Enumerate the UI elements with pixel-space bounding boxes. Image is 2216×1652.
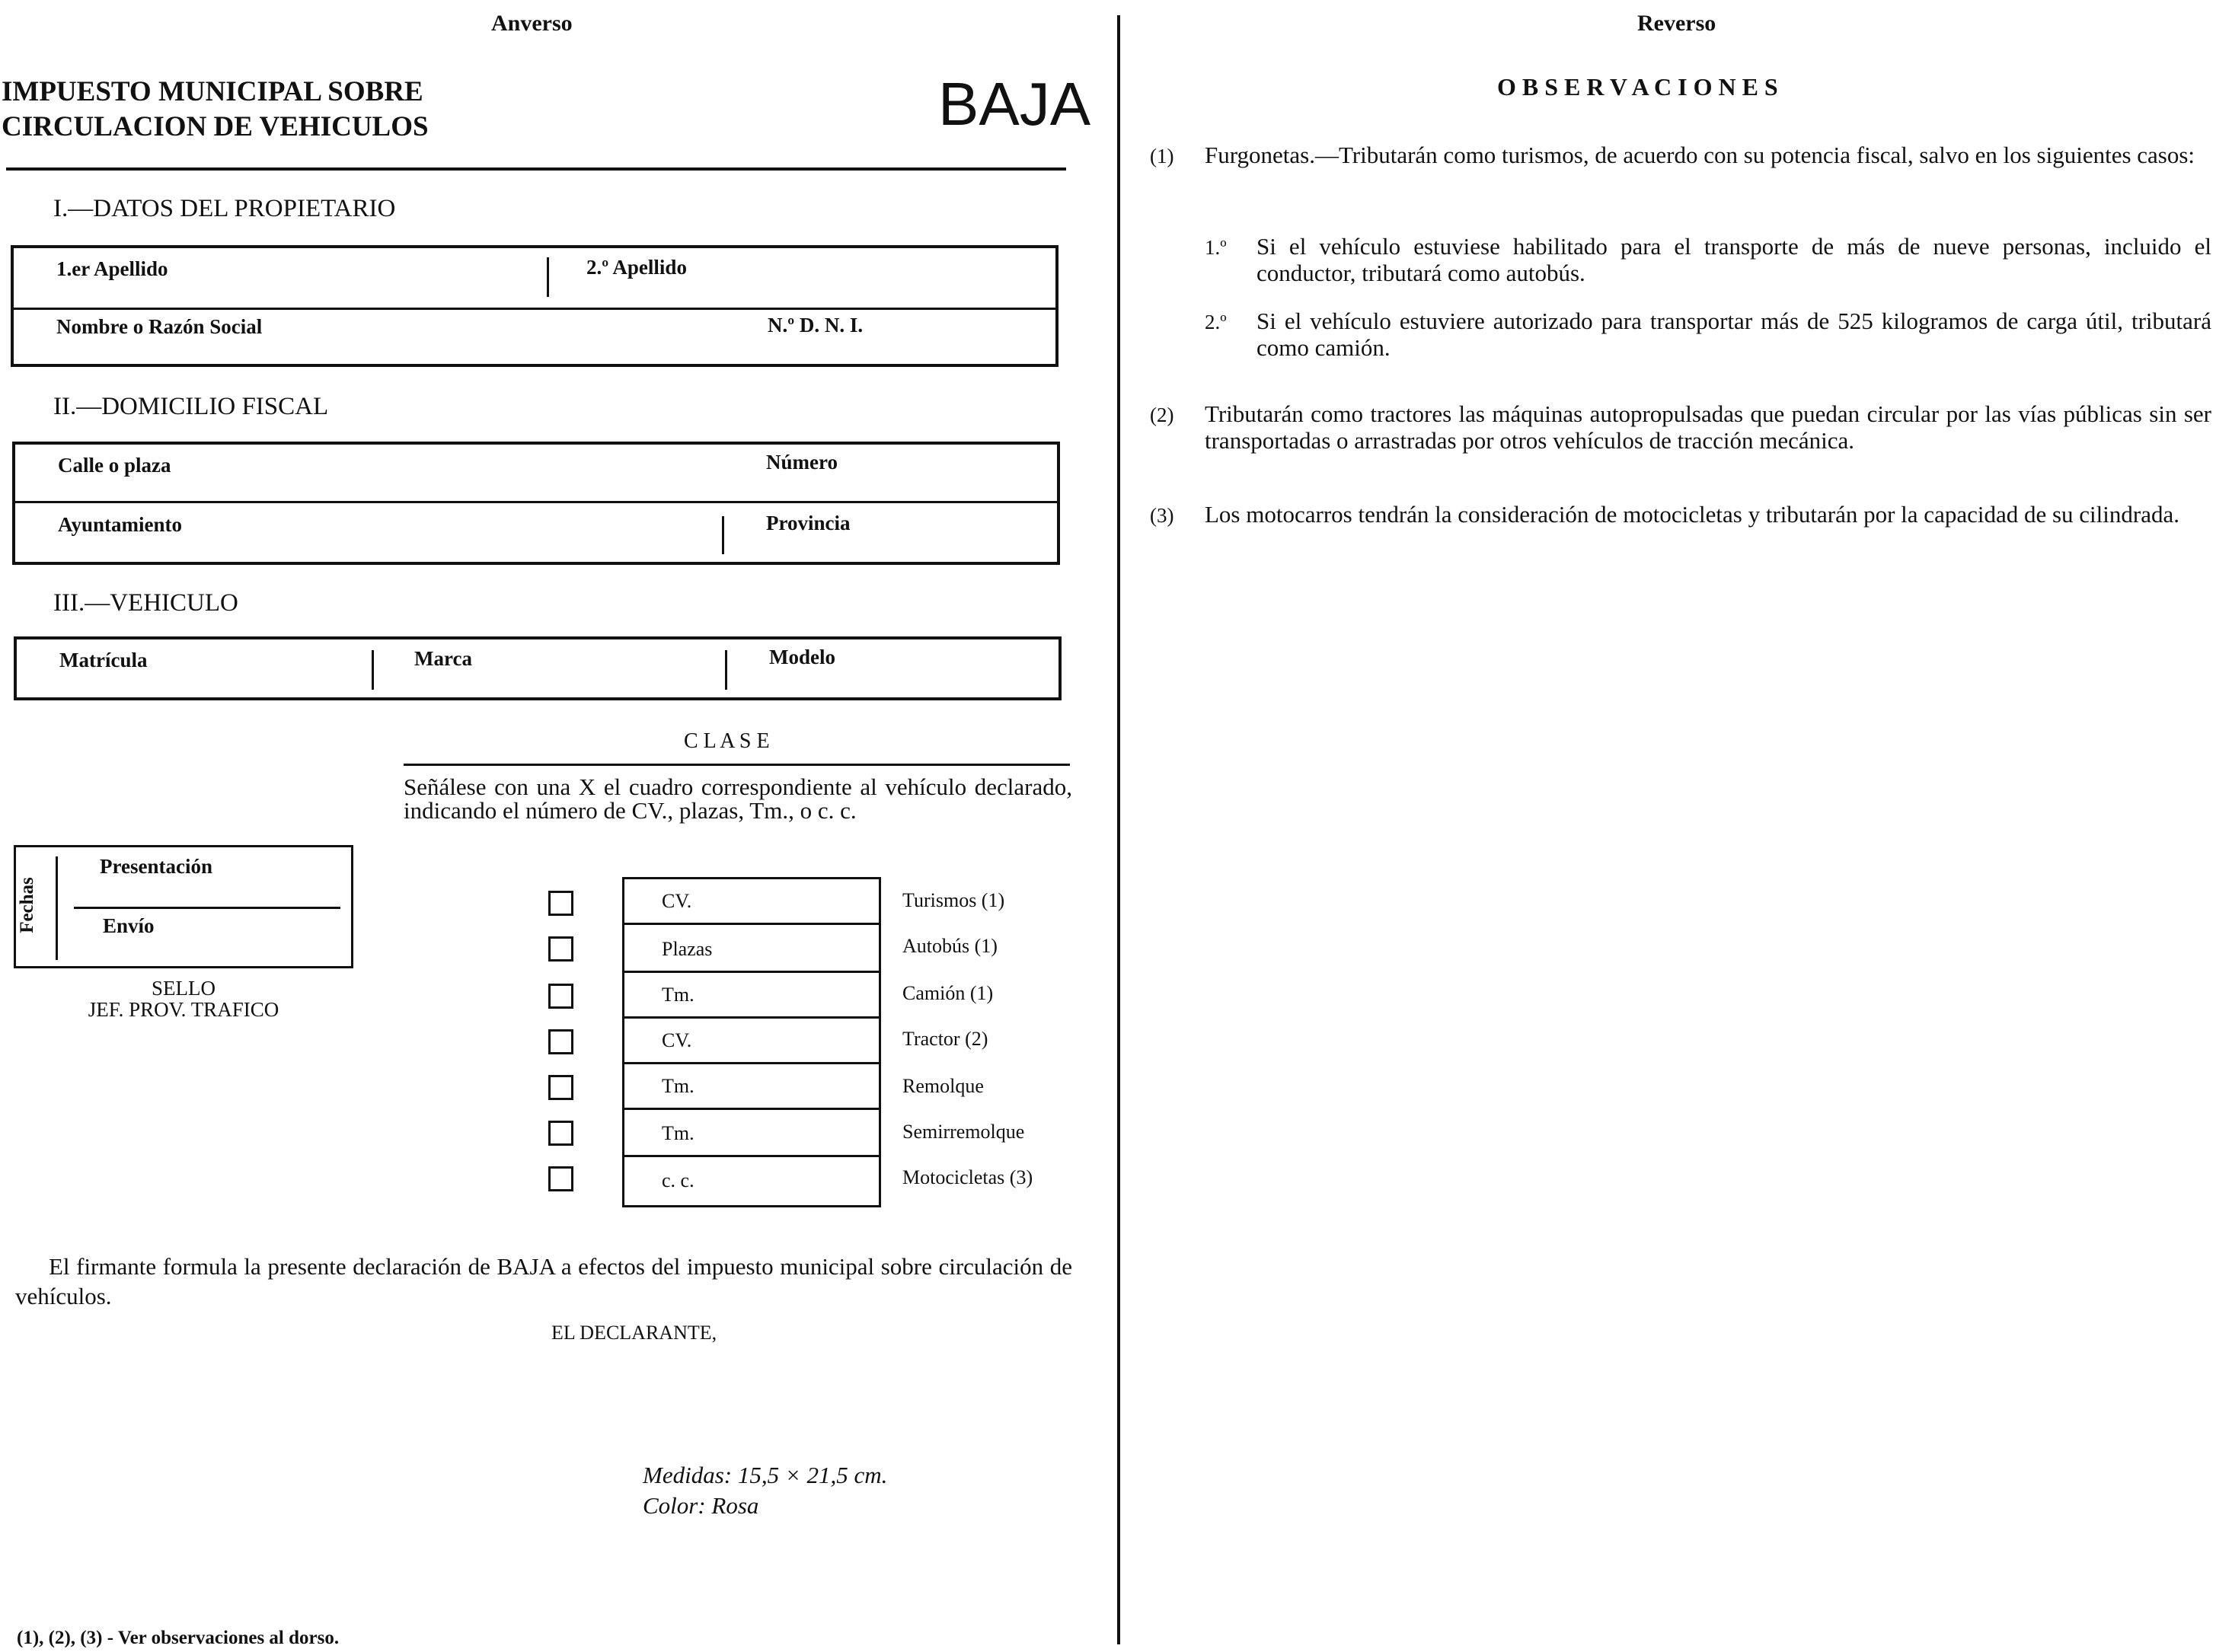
stamp-label xyxy=(14,977,353,1020)
owner-divider-h xyxy=(14,308,1055,310)
address-divider-h xyxy=(15,501,1057,503)
header-divider xyxy=(6,167,1066,171)
checkbox-semirremolque[interactable] xyxy=(548,1121,573,1146)
dni-field[interactable]: N.º D. N. I. xyxy=(768,314,864,336)
unit-row-1 xyxy=(622,879,881,925)
clase-title: C L A S E xyxy=(684,729,770,753)
tax-title-line1: IMPUESTO MUNICIPAL SOBRE xyxy=(2,76,423,107)
class-label-remolque: Remolque xyxy=(902,1075,984,1097)
unit-row-3 xyxy=(622,973,881,1019)
section-vehicle-title: III.—VEHICULO xyxy=(53,589,238,617)
unit-row-4 xyxy=(622,1019,881,1064)
stamp-line1: SELLO xyxy=(152,977,216,1000)
first-surname-field[interactable]: 1.er Apellido xyxy=(56,257,168,280)
class-label-camion: Camión (1) xyxy=(902,982,994,1004)
note-motocarros: Los motocarros tendrán la consideración de motocicletas y tributarán por la capacidad de su cilindrada. xyxy=(1205,501,2179,528)
note-number: (3) xyxy=(1150,504,1174,527)
unit-label: CV. xyxy=(662,890,692,912)
unit-label: Tm. xyxy=(662,1075,694,1097)
observations-title: O B S E R V A C I O N E S xyxy=(1497,73,1778,100)
page-center-divider xyxy=(1117,15,1120,1644)
checkbox-motocicletas[interactable] xyxy=(548,1166,573,1191)
address-box xyxy=(12,442,1060,565)
street-number-field[interactable]: Número xyxy=(766,451,838,474)
note-number: 1.º xyxy=(1205,236,1227,259)
dates-vertical-label: Fechas xyxy=(16,877,37,933)
checkbox-camion[interactable] xyxy=(548,984,573,1009)
unit-row-2 xyxy=(622,927,881,973)
note-furgonetas-case-2: Si el vehículo estuviere autorizado para transportar más de 525 kilogramos de carga útil, tributará como camión. xyxy=(1256,308,2211,361)
checkbox-remolque[interactable] xyxy=(548,1075,573,1100)
second-surname-field[interactable]: 2.º Apellido xyxy=(586,256,687,279)
color-text: Color: Rosa xyxy=(643,1492,759,1519)
make-field[interactable]: Marca xyxy=(414,647,472,670)
unit-label: Tm. xyxy=(662,984,694,1006)
stamp-line2: JEF. PROV. TRAFICO xyxy=(88,998,279,1021)
checkbox-tractor[interactable] xyxy=(548,1029,573,1054)
tax-title-line2: CIRCULACION DE VEHICULOS xyxy=(2,111,429,142)
street-field[interactable]: Calle o plaza xyxy=(58,454,171,477)
tax-title xyxy=(2,75,429,145)
checkbox-turismos[interactable] xyxy=(548,891,573,916)
sent-date-field[interactable]: Envío xyxy=(103,914,155,937)
note-number: 2.º xyxy=(1205,311,1227,333)
note-furgonetas: Furgonetas.—Tributarán como turismos, de acuerdo con su potencia fiscal, salvo en los siguientes casos: xyxy=(1205,142,2195,168)
back-side-title: Reverso xyxy=(1637,11,1716,36)
dates-box xyxy=(14,845,353,968)
note-number: (1) xyxy=(1150,145,1174,167)
vehicle-box xyxy=(14,636,1062,700)
dates-divider-v xyxy=(56,856,58,960)
name-field[interactable]: Nombre o Razón Social xyxy=(56,315,263,338)
class-label-motocicletas: Motocicletas (3) xyxy=(902,1166,1033,1188)
form-type-baja: BAJA xyxy=(938,70,1091,138)
unit-label: c. c. xyxy=(662,1169,694,1191)
vehicle-divider-1 xyxy=(372,650,374,690)
declaration-text: El firmante formula la presente declaración de BAJA a efectos del impuesto municipal sobre circulación de vehículos. xyxy=(15,1253,1072,1309)
class-label-turismos: Turismos (1) xyxy=(902,889,1005,911)
unit-label: Tm. xyxy=(662,1122,694,1144)
checkbox-autobus[interactable] xyxy=(548,936,573,962)
note-number: (2) xyxy=(1150,403,1174,426)
presentation-date-field[interactable]: Presentación xyxy=(100,855,212,878)
front-side-title: Anverso xyxy=(491,11,573,36)
clase-instruction: Señálese con una X el cuadro correspondiente al vehículo declarado, indicando el número de CV., plazas, Tm., o c. c. xyxy=(404,773,1072,824)
model-field[interactable]: Modelo xyxy=(769,646,835,668)
class-label-tractor: Tractor (2) xyxy=(902,1028,988,1050)
note-tractores: Tributarán como tractores las máquinas autopropulsadas que puedan circular por las vías públicas sin ser transportadas o arrastradas por otros vehículos de tracción mecánica. xyxy=(1205,400,2211,454)
unit-row-7 xyxy=(622,1159,881,1204)
note-furgonetas-case-1: Si el vehículo estuviese habilitado para el transporte de más de nueve personas, incluido el conductor, tributará como autobús. xyxy=(1256,233,2211,286)
unit-row-5 xyxy=(622,1064,881,1110)
vehicle-divider-2 xyxy=(725,650,727,690)
class-label-autobus: Autobús (1) xyxy=(902,935,998,957)
declarant-label: EL DECLARANTE, xyxy=(551,1322,717,1344)
section-owner-title: I.—DATOS DEL PROPIETARIO xyxy=(53,195,396,222)
unit-label: CV. xyxy=(662,1029,692,1051)
town-field[interactable]: Ayuntamiento xyxy=(58,513,183,536)
dates-divider-h xyxy=(74,907,340,909)
clase-underline xyxy=(404,764,1070,766)
unit-row-6 xyxy=(622,1111,881,1157)
measures-note xyxy=(643,1460,887,1521)
address-divider-v xyxy=(722,516,724,554)
measures-text: Medidas: 15,5 × 21,5 cm. xyxy=(643,1462,888,1488)
province-field[interactable]: Provincia xyxy=(766,512,851,534)
section-address-title: II.—DOMICILIO FISCAL xyxy=(53,393,329,420)
class-label-semirremolque: Semirremolque xyxy=(902,1121,1025,1143)
plate-field[interactable]: Matrícula xyxy=(59,649,148,671)
owner-box xyxy=(11,245,1059,367)
unit-label: Plazas xyxy=(662,938,713,960)
footnote: (1), (2), (3) - Ver observaciones al dorso. xyxy=(17,1628,340,1648)
owner-divider-v xyxy=(547,257,549,297)
